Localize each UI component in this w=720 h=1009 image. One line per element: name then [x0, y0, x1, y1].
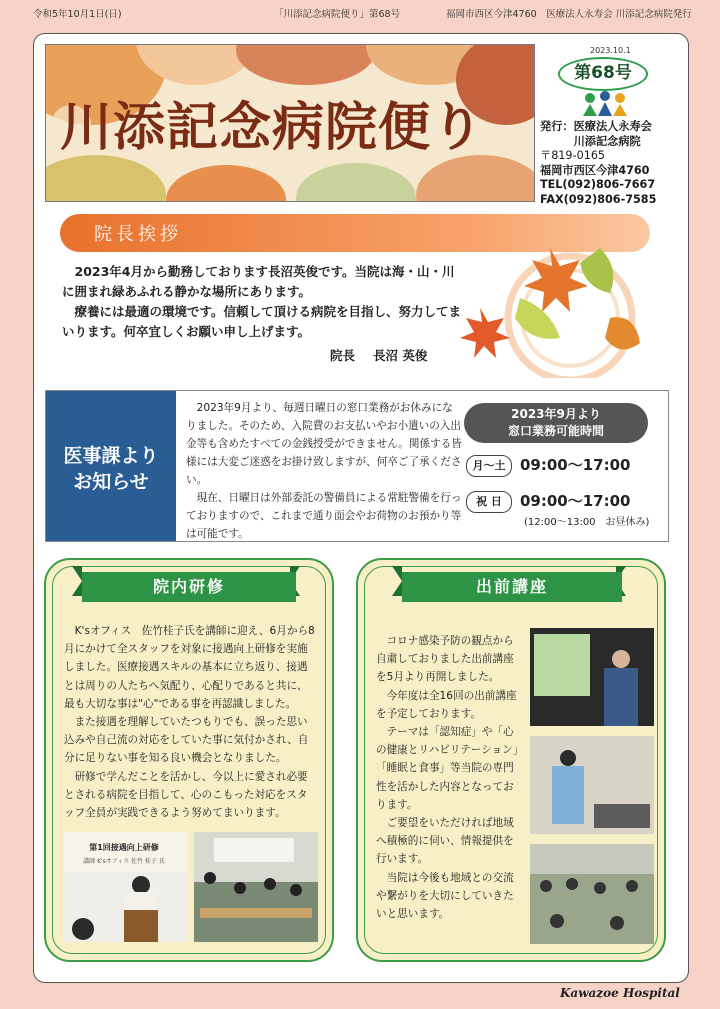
training-photo-2	[194, 832, 318, 942]
notice-side-label	[46, 391, 176, 541]
hours-heading-line-1: 2023年9月より	[511, 407, 601, 421]
fax: FAX(092)806-7585	[540, 192, 657, 206]
notice-body	[186, 399, 462, 543]
lecture-photo-3	[530, 844, 654, 944]
training-paragraph-3: 研修で学んだことを活かし、今以上に愛され必要とされる病院を目指して、心のこもった対応をスタッフ全員が実践できるよう努めてまいります。	[64, 770, 308, 820]
newsletter-title: 川添記念病院便り	[60, 97, 485, 158]
address: 福岡市西区今津4760	[540, 163, 650, 177]
publisher-line-2: 川添記念病院	[540, 134, 641, 148]
lunch-break-note: (12:00〜13:00 お昼休み)	[524, 517, 650, 528]
notice-paragraph-2: 現在、日曜日は外部委託の警備員による常駐警備を行っておりますので、これまで通り面会やお荷物のお預かり等は可能です。	[186, 492, 462, 540]
greeting-text	[62, 262, 462, 342]
autumn-leaves-icon	[460, 228, 660, 378]
greeting-paragraph-2: 療養には最適の環境です。信頼して頂ける病院を目指し、努力してまいります。何卒宜しくお願い申し上げます。	[62, 304, 462, 339]
greeting-heading: 院長挨拶	[94, 224, 182, 245]
greeting-signature	[330, 346, 445, 364]
hours-day-holidays: 祝 日	[466, 491, 512, 513]
notice-paragraph-1: 2023年9月より、毎週日曜日の窓口業務がお休みになりました。そのため、入院費のお支払いやお小遣いの入出金等も含めたすべての金銭授受ができません。関係する皆様には大変ご迷惑をお掛け致しますが、何卒ご了承ください。	[186, 402, 462, 486]
publisher-block	[540, 120, 656, 207]
ribbon-end-left	[72, 566, 82, 596]
lecture-text	[376, 632, 524, 923]
footer-brand: Kawazoe Hospital	[560, 986, 680, 1000]
ribbon-end-left	[392, 566, 402, 596]
hospital-logo-icon	[580, 90, 630, 120]
lecture-paragraph-5: 当院は今後も地域との交流や繋がりを大切にしていきたいと思います。	[376, 871, 514, 921]
training-paragraph-2: また接遇を理解していたつもりでも、誤った思い込みや自己流の対応をしていた事に気付かされ、自分に足りない事を知る良い機会となりました。	[64, 716, 309, 765]
masthead-date: 2023.10.1	[590, 46, 631, 55]
hours-day-weekdays: 月〜土	[466, 455, 512, 477]
notice-side-line-2: お知らせ	[73, 471, 149, 493]
greeting-paragraph-1: 2023年4月から勤務しております長沼英俊です。当院は海・山・川に囲まれ緑あふれる静かな場所にあります。	[62, 264, 455, 299]
issue-number-line: 「川添記念病院便り」第68号	[274, 9, 401, 20]
training-text	[64, 622, 316, 822]
signature-name: 長沼 英俊	[373, 348, 428, 363]
hours-heading	[464, 403, 648, 443]
training-paragraph-1: K'sオフィス 佐竹桂子氏を講師に迎え、6月から8月にかけて全スタッフを対象に接遇向上研修を実施しました。医療接遇スキルの基本に立ち返り、接遇とは周りの人たちへ気配り、心配りであると共に、最も大切な事は"心"である事を再認識しました。	[64, 625, 315, 710]
lecture-panel	[356, 558, 666, 962]
lecture-photo-1	[530, 628, 654, 726]
issue-date: 令和5年10月1日(日)	[33, 9, 122, 20]
publisher-line-1: 発行：医療法人永寿会	[540, 120, 652, 133]
postal-code: 〒819-0165	[540, 149, 606, 162]
training-panel	[44, 558, 334, 962]
tel: TEL(092)806-7667	[540, 178, 656, 191]
lecture-paragraph-1: コロナ感染予防の観点から自粛しておりました出前講座を5月より再開しました。	[376, 635, 514, 684]
training-banner-text: 第1回接遇向上研修	[89, 843, 159, 852]
lecture-paragraph-2: 今年度は全16回の出前講座を予定しております。	[376, 689, 517, 720]
lecture-photo-2	[530, 736, 654, 834]
lecture-heading: 出前講座	[402, 572, 622, 602]
masthead-info	[538, 44, 676, 206]
notice-side-line-1: 医事課より	[63, 445, 159, 467]
masthead	[45, 44, 535, 202]
hours-time-weekdays: 09:00〜17:00	[520, 456, 631, 474]
training-banner-sub: 講師 K'sオフィス 佐竹 桂子 氏	[83, 858, 165, 865]
notice-box	[45, 390, 669, 542]
publisher-line: 福岡市西区今津4760 医療法人永寿会 川添記念病院発行	[446, 9, 692, 20]
training-photo-1	[64, 832, 188, 942]
hours-heading-line-2: 窓口業務可能時間	[507, 424, 604, 438]
training-heading: 院内研修	[82, 572, 296, 602]
lecture-paragraph-3: テーマは「認知症」や「心の健康とリハビリテーション」「睡眠と食事」等当院の専門性を活かした内容となっております。	[376, 726, 524, 811]
signature-role: 院長	[330, 348, 356, 363]
issue-badge: 第68号	[558, 57, 648, 91]
hours-time-holidays: 09:00〜17:00	[520, 492, 631, 510]
lecture-paragraph-4: ご要望をいただければ地域へ積極的に伺い、情報提供を行います。	[376, 817, 514, 866]
